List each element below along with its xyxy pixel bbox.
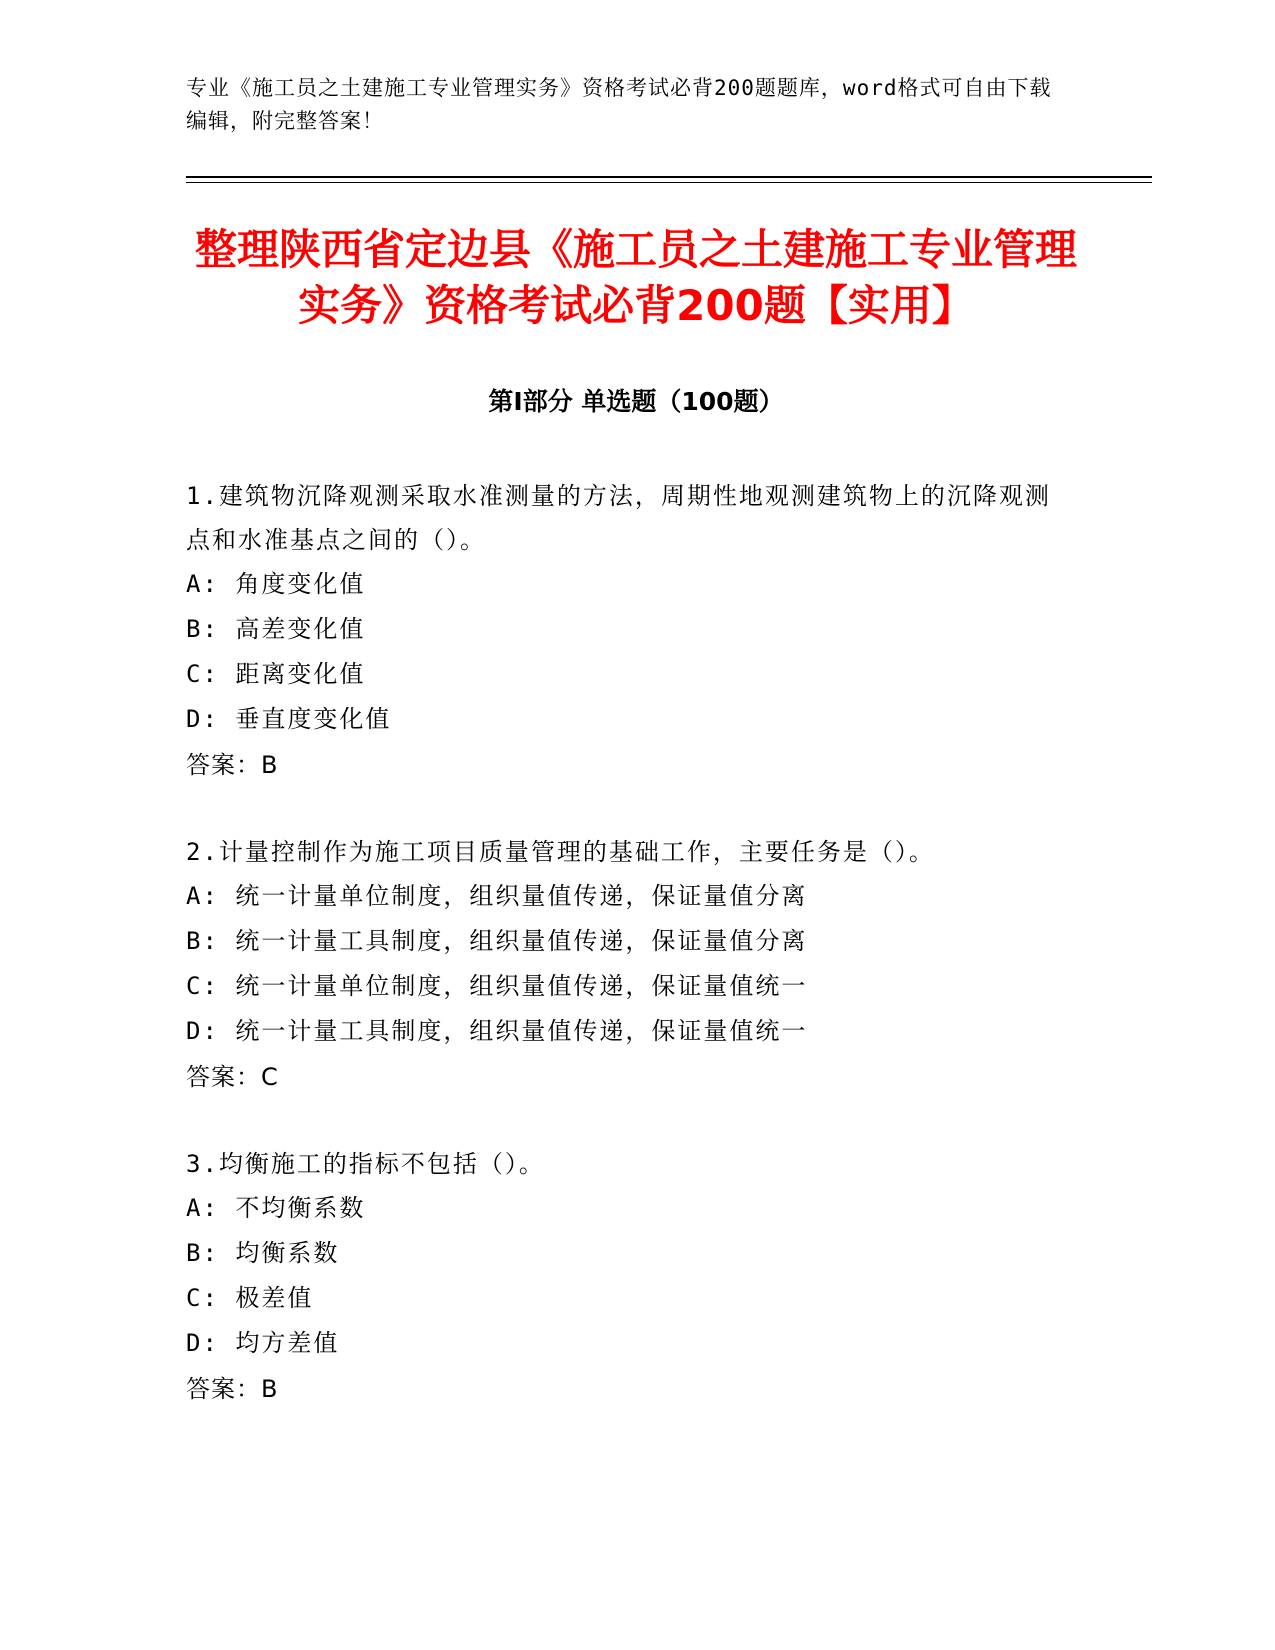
option-b: B: 高差变化值 [186,615,366,643]
answer: 答案：B [186,751,279,779]
section-heading: 第I部分 单选题（100题） [488,387,784,416]
answer: 答案：C [186,1063,279,1091]
question-stem: 2.计量控制作为施工项目质量管理的基础工作，主要任务是（）。 [186,838,935,866]
header-divider-thick [186,176,1152,178]
option-c: C: 极差值 [186,1284,314,1312]
document-title: 整理陕西省定边县《施工员之土建施工专业管理实务》资格考试必背200题【实用】 [194,225,1077,330]
option-d: D: 统一计量工具制度，组织量值传递，保证量值统一 [186,1017,808,1045]
header-note: 专业《施工员之土建施工专业管理实务》资格考试必背200题题库，word格式可自由下载编辑，附完整答案！ [186,76,1052,133]
question-stem: 3.均衡施工的指标不包括（）。 [186,1150,545,1178]
option-b: B: 均衡系数 [186,1239,340,1267]
option-a: A: 角度变化值 [186,570,366,598]
option-c: C: 距离变化值 [186,660,366,688]
question-stem: 1.建筑物沉降观测采取水准测量的方法，周期性地观测建筑物上的沉降观测点和水准基点之间的（）。 [186,482,1051,554]
option-d: D: 均方差值 [186,1329,340,1357]
question-1 [186,474,1066,788]
option-a: A: 统一计量单位制度，组织量值传递，保证量值分离 [186,882,808,910]
question-2 [186,830,1066,1100]
option-b: B: 统一计量工具制度，组织量值传递，保证量值分离 [186,927,808,955]
question-3 [186,1142,1066,1412]
question-list [186,474,1066,1454]
header-divider-thin [186,182,1152,183]
option-c: C: 统一计量单位制度，组织量值传递，保证量值统一 [186,972,808,1000]
answer: 答案：B [186,1375,279,1403]
option-d: D: 垂直度变化值 [186,705,392,733]
option-a: A: 不均衡系数 [186,1194,366,1222]
